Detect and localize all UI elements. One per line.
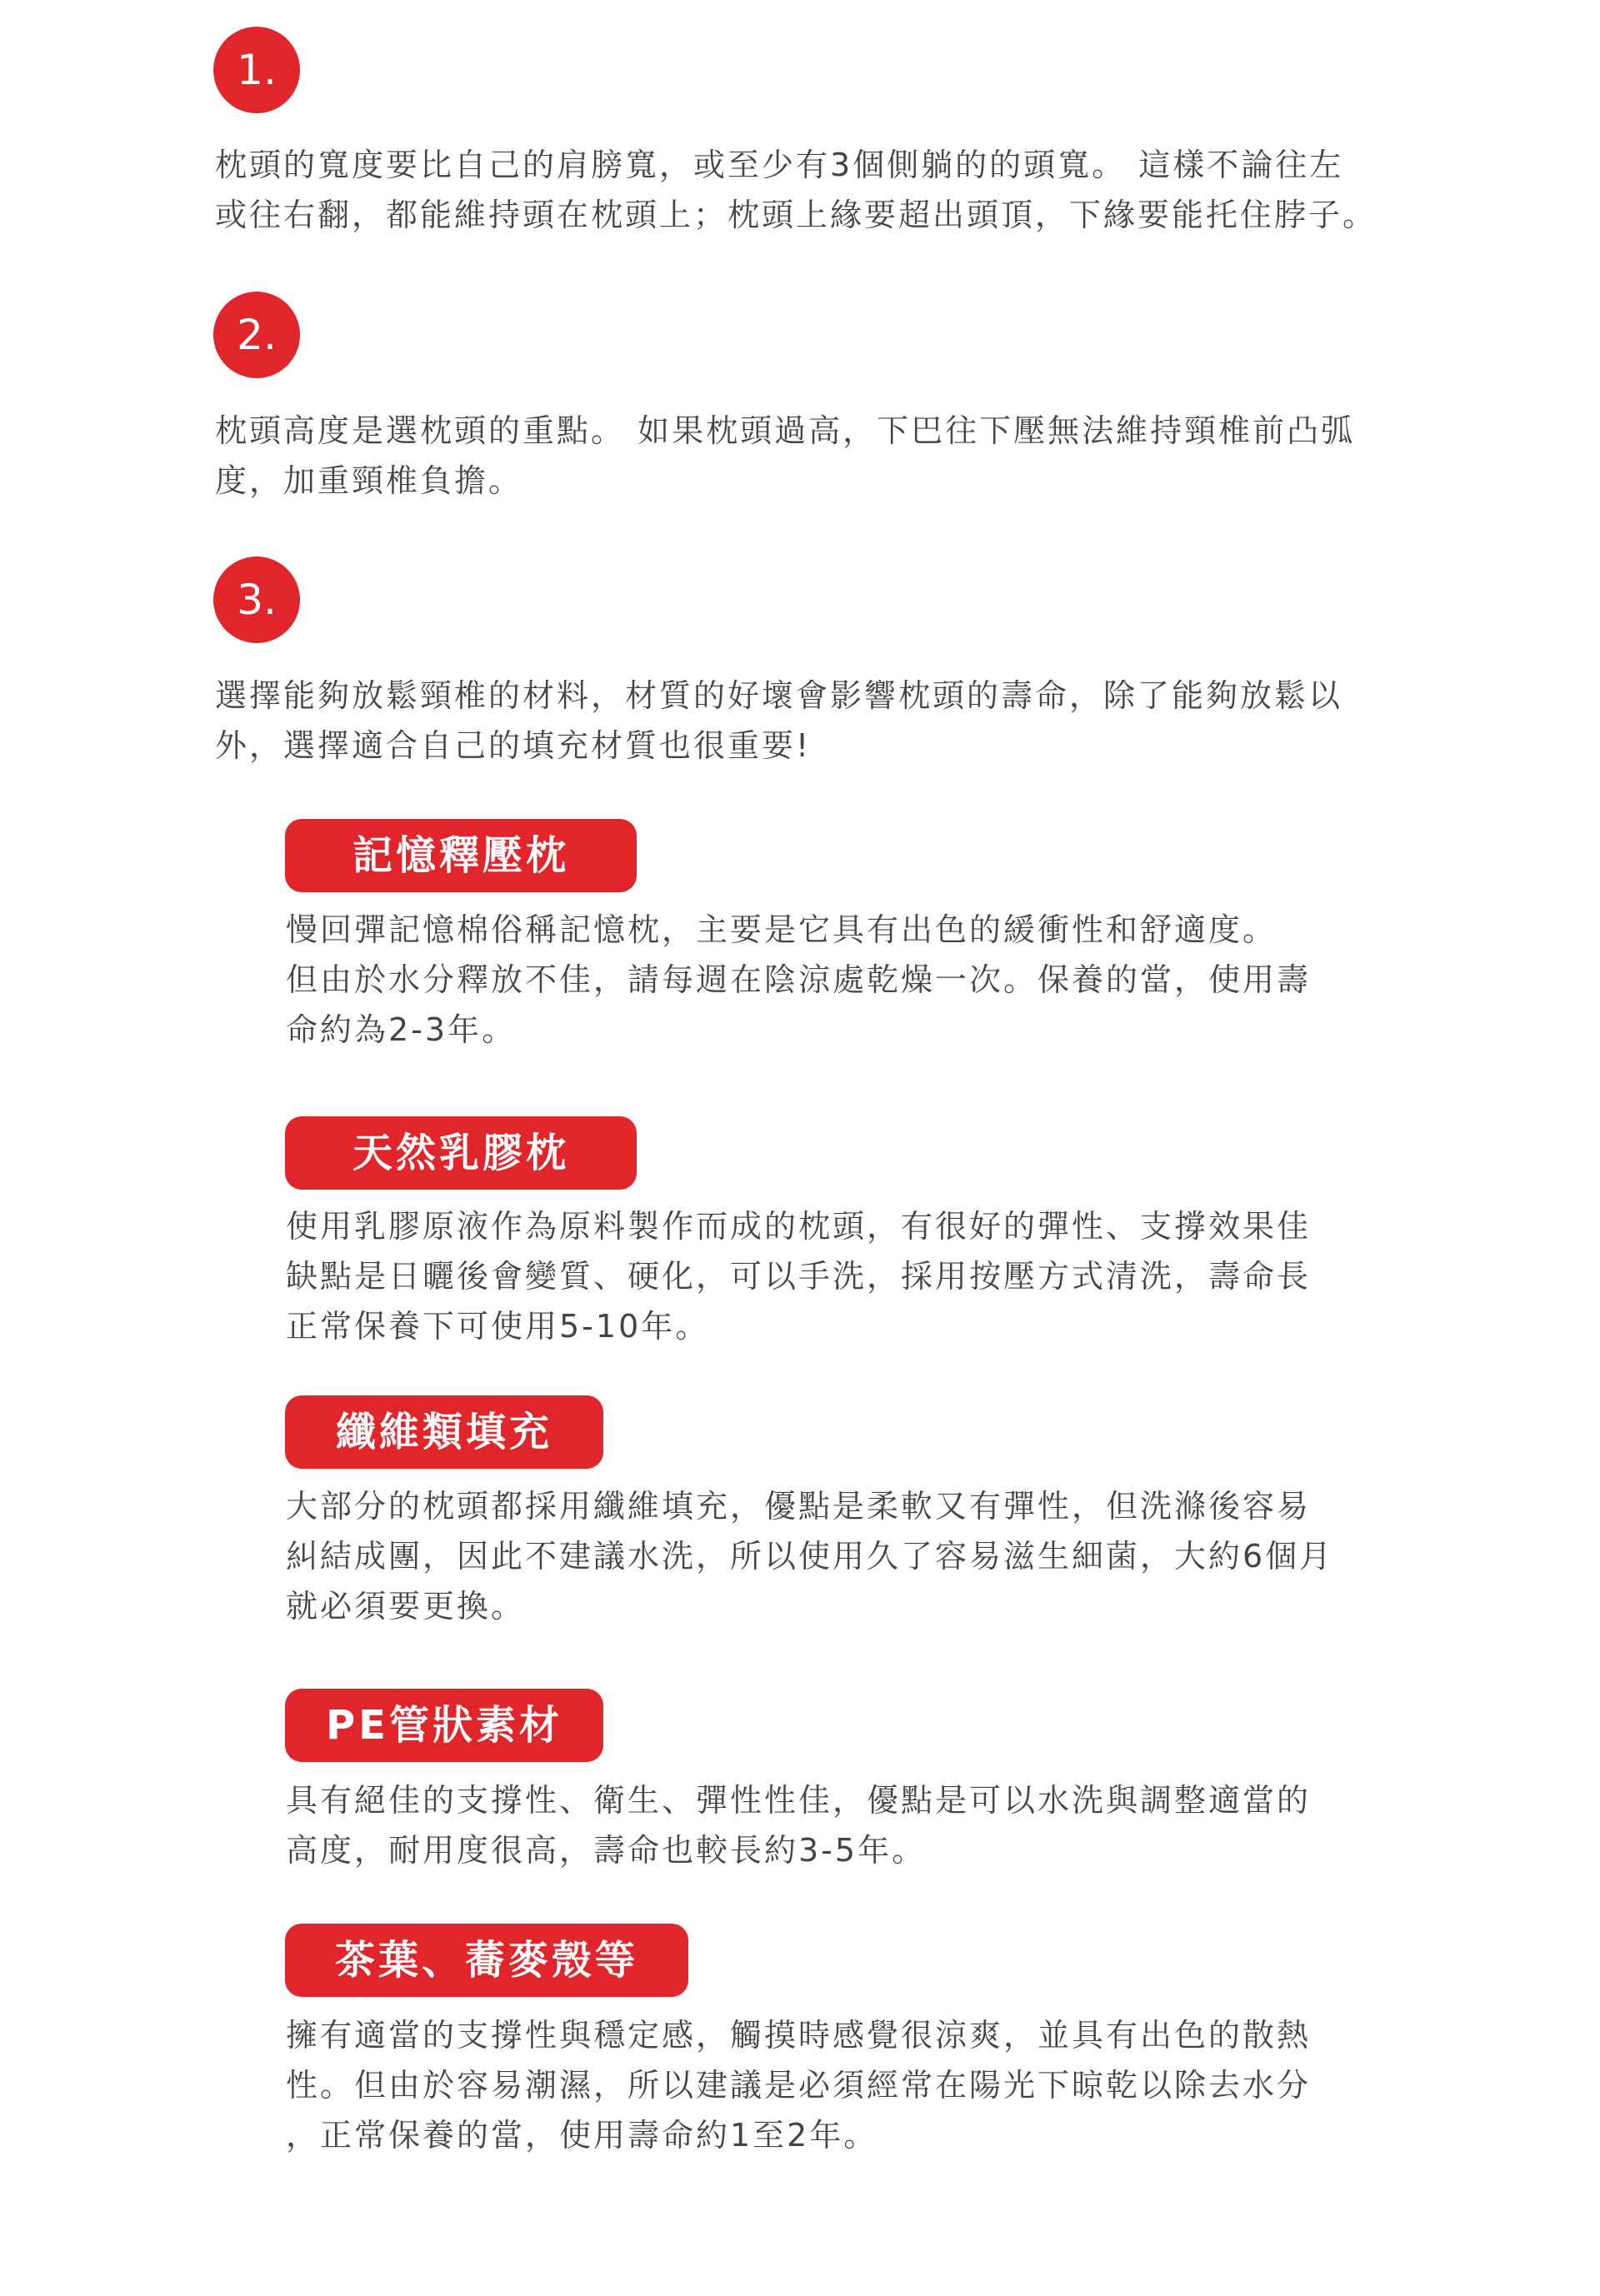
material-description	[286, 2010, 1402, 2160]
text-line: 糾結成團，因此不建議水洗，所以使用久了容易滋生細菌，大約6個月	[286, 1538, 1334, 1575]
material-title-badge: 茶葉、蕎麥殼等	[285, 1924, 688, 1997]
text-line: 具有絕佳的支撐性、衛生、彈性性佳，優點是可以水洗與調整適當的	[286, 1782, 1312, 1819]
text-line: 高度，耐用度很高，壽命也較長約3-5年。	[286, 1832, 927, 1869]
text-line: 使用乳膠原液作為原料製作而成的枕頭，有很好的彈性、支撐效果佳	[286, 1208, 1312, 1245]
text-line: 正常保養下可使用5-10年。	[286, 1308, 710, 1345]
material-description	[286, 905, 1402, 1055]
material-title-badge: 天然乳膠枕	[285, 1116, 637, 1190]
material-description	[286, 1201, 1402, 1351]
text-line: 擁有適當的支撐性與穩定感，觸摸時感覺很涼爽，並具有出色的散熱	[286, 2017, 1312, 2054]
text-line: 就必須要更換。	[286, 1588, 526, 1625]
point-2-text	[215, 406, 1398, 506]
text-line: 命約為2-3年。	[286, 1011, 517, 1048]
material-description	[286, 1775, 1402, 1875]
text-line: 度，加重頸椎負擔。	[215, 462, 523, 499]
point-number-badge: 2.	[213, 292, 300, 378]
material-description	[286, 1481, 1402, 1631]
text-line: 性。但由於容易潮濕，所以建議是必須經常在陽光下晾乾以除去水分	[286, 2067, 1312, 2104]
text-line: 枕頭高度是選枕頭的重點。 如果枕頭過高，下巴往下壓無法維持頸椎前凸弧	[215, 412, 1356, 449]
text-line: 或往右翻，都能維持頭在枕頭上；枕頭上緣要超出頭頂，下緣要能托住脖子。	[215, 197, 1378, 233]
material-title-badge: PE管狀素材	[285, 1689, 603, 1762]
text-line: 外，選擇適合自己的填充材質也很重要!	[215, 727, 812, 764]
material-title-badge: 纖維類填充	[285, 1395, 603, 1469]
text-line: 大部分的枕頭都採用纖維填充，優點是柔軟又有彈性，但洗滌後容易	[286, 1488, 1312, 1525]
point-number-badge: 3.	[213, 557, 300, 643]
text-line: 缺點是日曬後會變質、硬化，可以手洗，採用按壓方式清洗，壽命長	[286, 1258, 1312, 1295]
material-title-badge: 記憶釋壓枕	[285, 819, 637, 892]
point-3-text	[215, 671, 1398, 771]
text-line: 枕頭的寬度要比自己的肩膀寬，或至少有3個側躺的的頭寬。 這樣不論往左	[215, 147, 1344, 183]
text-line: 但由於水分釋放不佳，請每週在陰涼處乾燥一次。保養的當，使用壽	[286, 961, 1312, 998]
text-line: ，正常保養的當，使用壽命約1至2年。	[286, 2117, 878, 2154]
point-1-text	[215, 140, 1398, 240]
text-line: 慢回彈記憶棉俗稱記憶枕，主要是它具有出色的緩衝性和舒適度。	[286, 911, 1278, 948]
text-line: 選擇能夠放鬆頸椎的材料，材質的好壞會影響枕頭的壽命，除了能夠放鬆以	[215, 677, 1343, 714]
point-number-badge: 1.	[213, 27, 300, 113]
